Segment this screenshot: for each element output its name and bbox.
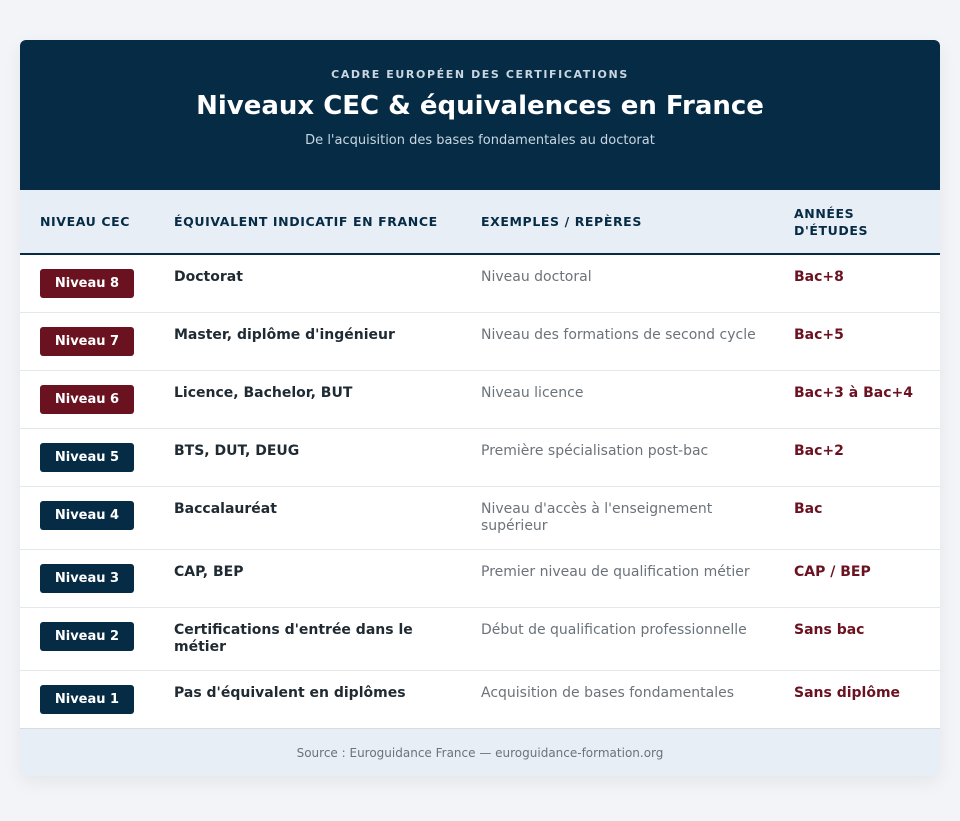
card-header <box>20 40 940 190</box>
years-cell: Bac <box>774 487 940 550</box>
table-body <box>20 254 940 728</box>
table-row <box>20 550 940 608</box>
column-header-level: NIVEAU CEC <box>20 190 154 254</box>
level-cell <box>20 487 154 550</box>
level-cell <box>20 671 154 729</box>
table-row <box>20 608 940 671</box>
example-cell: Acquisition de bases fondamentales <box>481 685 735 701</box>
table-row <box>20 429 940 487</box>
table-row <box>20 671 940 729</box>
level-cell <box>20 550 154 608</box>
table-row <box>20 254 940 313</box>
level-cell <box>20 313 154 371</box>
years-cell: Sans bac <box>774 608 940 671</box>
equivalent-cell: CAP, BEP <box>154 550 461 608</box>
level-badge: Niveau 1 <box>40 685 134 714</box>
equivalent-cell: BTS, DUT, DEUG <box>154 429 461 487</box>
equivalent-cell: Certifications d'entrée dans le métier <box>154 608 461 671</box>
header-eyebrow: CADRE EUROPÉEN DES CERTIFICATIONS <box>331 68 629 81</box>
column-header-equivalent: ÉQUIVALENT INDICATIF EN FRANCE <box>154 190 461 254</box>
page-title: Niveaux CEC & équivalences en France <box>196 91 764 121</box>
level-cell <box>20 254 154 313</box>
example-cell: Niveau des formations de second cycle <box>461 313 774 371</box>
level-badge: Niveau 5 <box>40 443 134 472</box>
example-cell: Niveau d'accès à l'enseignement supérieur <box>461 487 774 550</box>
years-cell: Bac+3 à Bac+4 <box>774 371 940 429</box>
table-row <box>20 487 940 550</box>
years-cell: Bac+5 <box>774 313 940 371</box>
level-cell <box>20 608 154 671</box>
level-cell <box>20 371 154 429</box>
example-cell: Premier niveau de qualification métier <box>461 550 774 608</box>
table-row <box>20 313 940 371</box>
level-badge: Niveau 8 <box>40 269 134 298</box>
example-cell: Première spécialisation post-bac <box>461 429 774 487</box>
years-cell: Sans diplôme <box>794 685 901 701</box>
source-footer <box>20 728 940 776</box>
level-badge: Niveau 3 <box>40 564 134 593</box>
column-header-examples: EXEMPLES / REPÈRES <box>461 190 774 254</box>
levels-card <box>20 40 940 776</box>
example-cell: Niveau licence <box>461 371 774 429</box>
page-subtitle: De l'acquisition des bases fondamentales au doctorat <box>305 133 655 148</box>
equivalent-cell: Baccalauréat <box>154 487 461 550</box>
level-badge: Niveau 7 <box>40 327 134 356</box>
column-header-years: ANNÉES D'ÉTUDES <box>774 190 940 254</box>
years-cell: Bac+2 <box>774 429 940 487</box>
years-cell: Bac+8 <box>774 254 940 313</box>
equivalent-cell: Licence, Bachelor, BUT <box>154 371 461 429</box>
years-cell: CAP / BEP <box>774 550 940 608</box>
level-badge: Niveau 4 <box>40 501 134 530</box>
levels-table <box>20 190 940 728</box>
level-badge: Niveau 6 <box>40 385 134 414</box>
equivalent-cell: Doctorat <box>154 254 461 313</box>
source-text: Source : Euroguidance France — euroguidance-formation.org <box>296 746 664 760</box>
table-row <box>20 371 940 429</box>
equivalent-cell: Master, diplôme d'ingénieur <box>154 313 461 371</box>
level-badge: Niveau 2 <box>40 622 134 651</box>
table-header <box>20 190 940 254</box>
level-cell <box>20 429 154 487</box>
equivalent-cell: Pas d'équivalent en diplômes <box>174 685 406 701</box>
example-cell: Niveau doctoral <box>461 254 774 313</box>
example-cell: Début de qualification professionnelle <box>461 608 774 671</box>
